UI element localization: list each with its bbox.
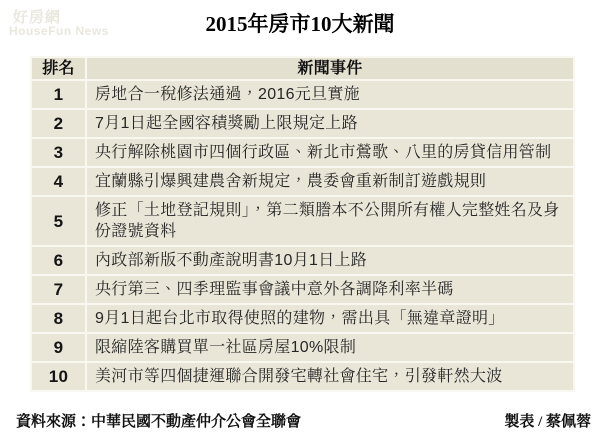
credit-text: 製表 / 蔡佩蓉 [504,414,591,430]
rank-cell: 4 [32,168,85,195]
rank-column-header: 排名 [32,58,85,79]
event-cell: 房地合一稅修法通過，2016元旦實施 [87,81,573,108]
table-row [32,139,573,166]
table-row [32,168,573,195]
event-cell: 修正「土地登記規則」，第二類謄本不公開所有權人完整姓名及身份證號資料 [87,197,573,245]
rank-cell: 7 [32,276,85,303]
event-cell: 央行第三、四季理監事會議中意外各調降利率半碼 [87,276,573,303]
table-header-row [32,58,573,79]
event-cell: 美河市等四個捷運聯合開發宅轉社會住宅，引發軒然大波 [87,363,573,390]
event-cell: 宜蘭縣引爆興建農舍新規定，農委會重新制訂遊戲規則 [87,168,573,195]
page-title: 2015年房市10大新聞 [205,12,395,36]
footer [0,410,600,431]
rank-cell: 1 [32,81,85,108]
table-row [32,363,573,390]
rank-cell: 10 [32,363,85,390]
rank-cell: 9 [32,334,85,361]
event-cell: 9月1日起台北市取得使照的建物，需出具「無違章證明」 [87,305,573,332]
event-cell: 7月1日起全國容積獎勵上限規定上路 [87,110,573,137]
table-row [32,110,573,137]
table-row [32,334,573,361]
data-source-text: 資料來源：中華民國不動產仲介公會全聯會 [16,414,302,430]
table-row [32,305,573,332]
watermark-english-text: HouseFun News [9,24,109,38]
watermark-chinese-text: 好房網 [13,9,62,26]
news-ranking-table [30,56,575,392]
rank-cell: 6 [32,247,85,274]
news-ranking-table-wrap [30,56,575,392]
event-cell: 內政部新版不動產說明書10月1日上路 [87,247,573,274]
table-row [32,247,573,274]
table-row [32,197,573,245]
event-cell: 央行解除桃園市四個行政區、新北市鶯歌、八里的房貸信用管制 [87,139,573,166]
event-cell: 限縮陸客購買單一社區房屋10%限制 [87,334,573,361]
table-row [32,276,573,303]
event-column-header: 新聞事件 [87,58,573,79]
table-row [32,81,573,108]
rank-cell: 8 [32,305,85,332]
rank-cell: 2 [32,110,85,137]
rank-cell: 5 [32,197,85,245]
rank-cell: 3 [32,139,85,166]
